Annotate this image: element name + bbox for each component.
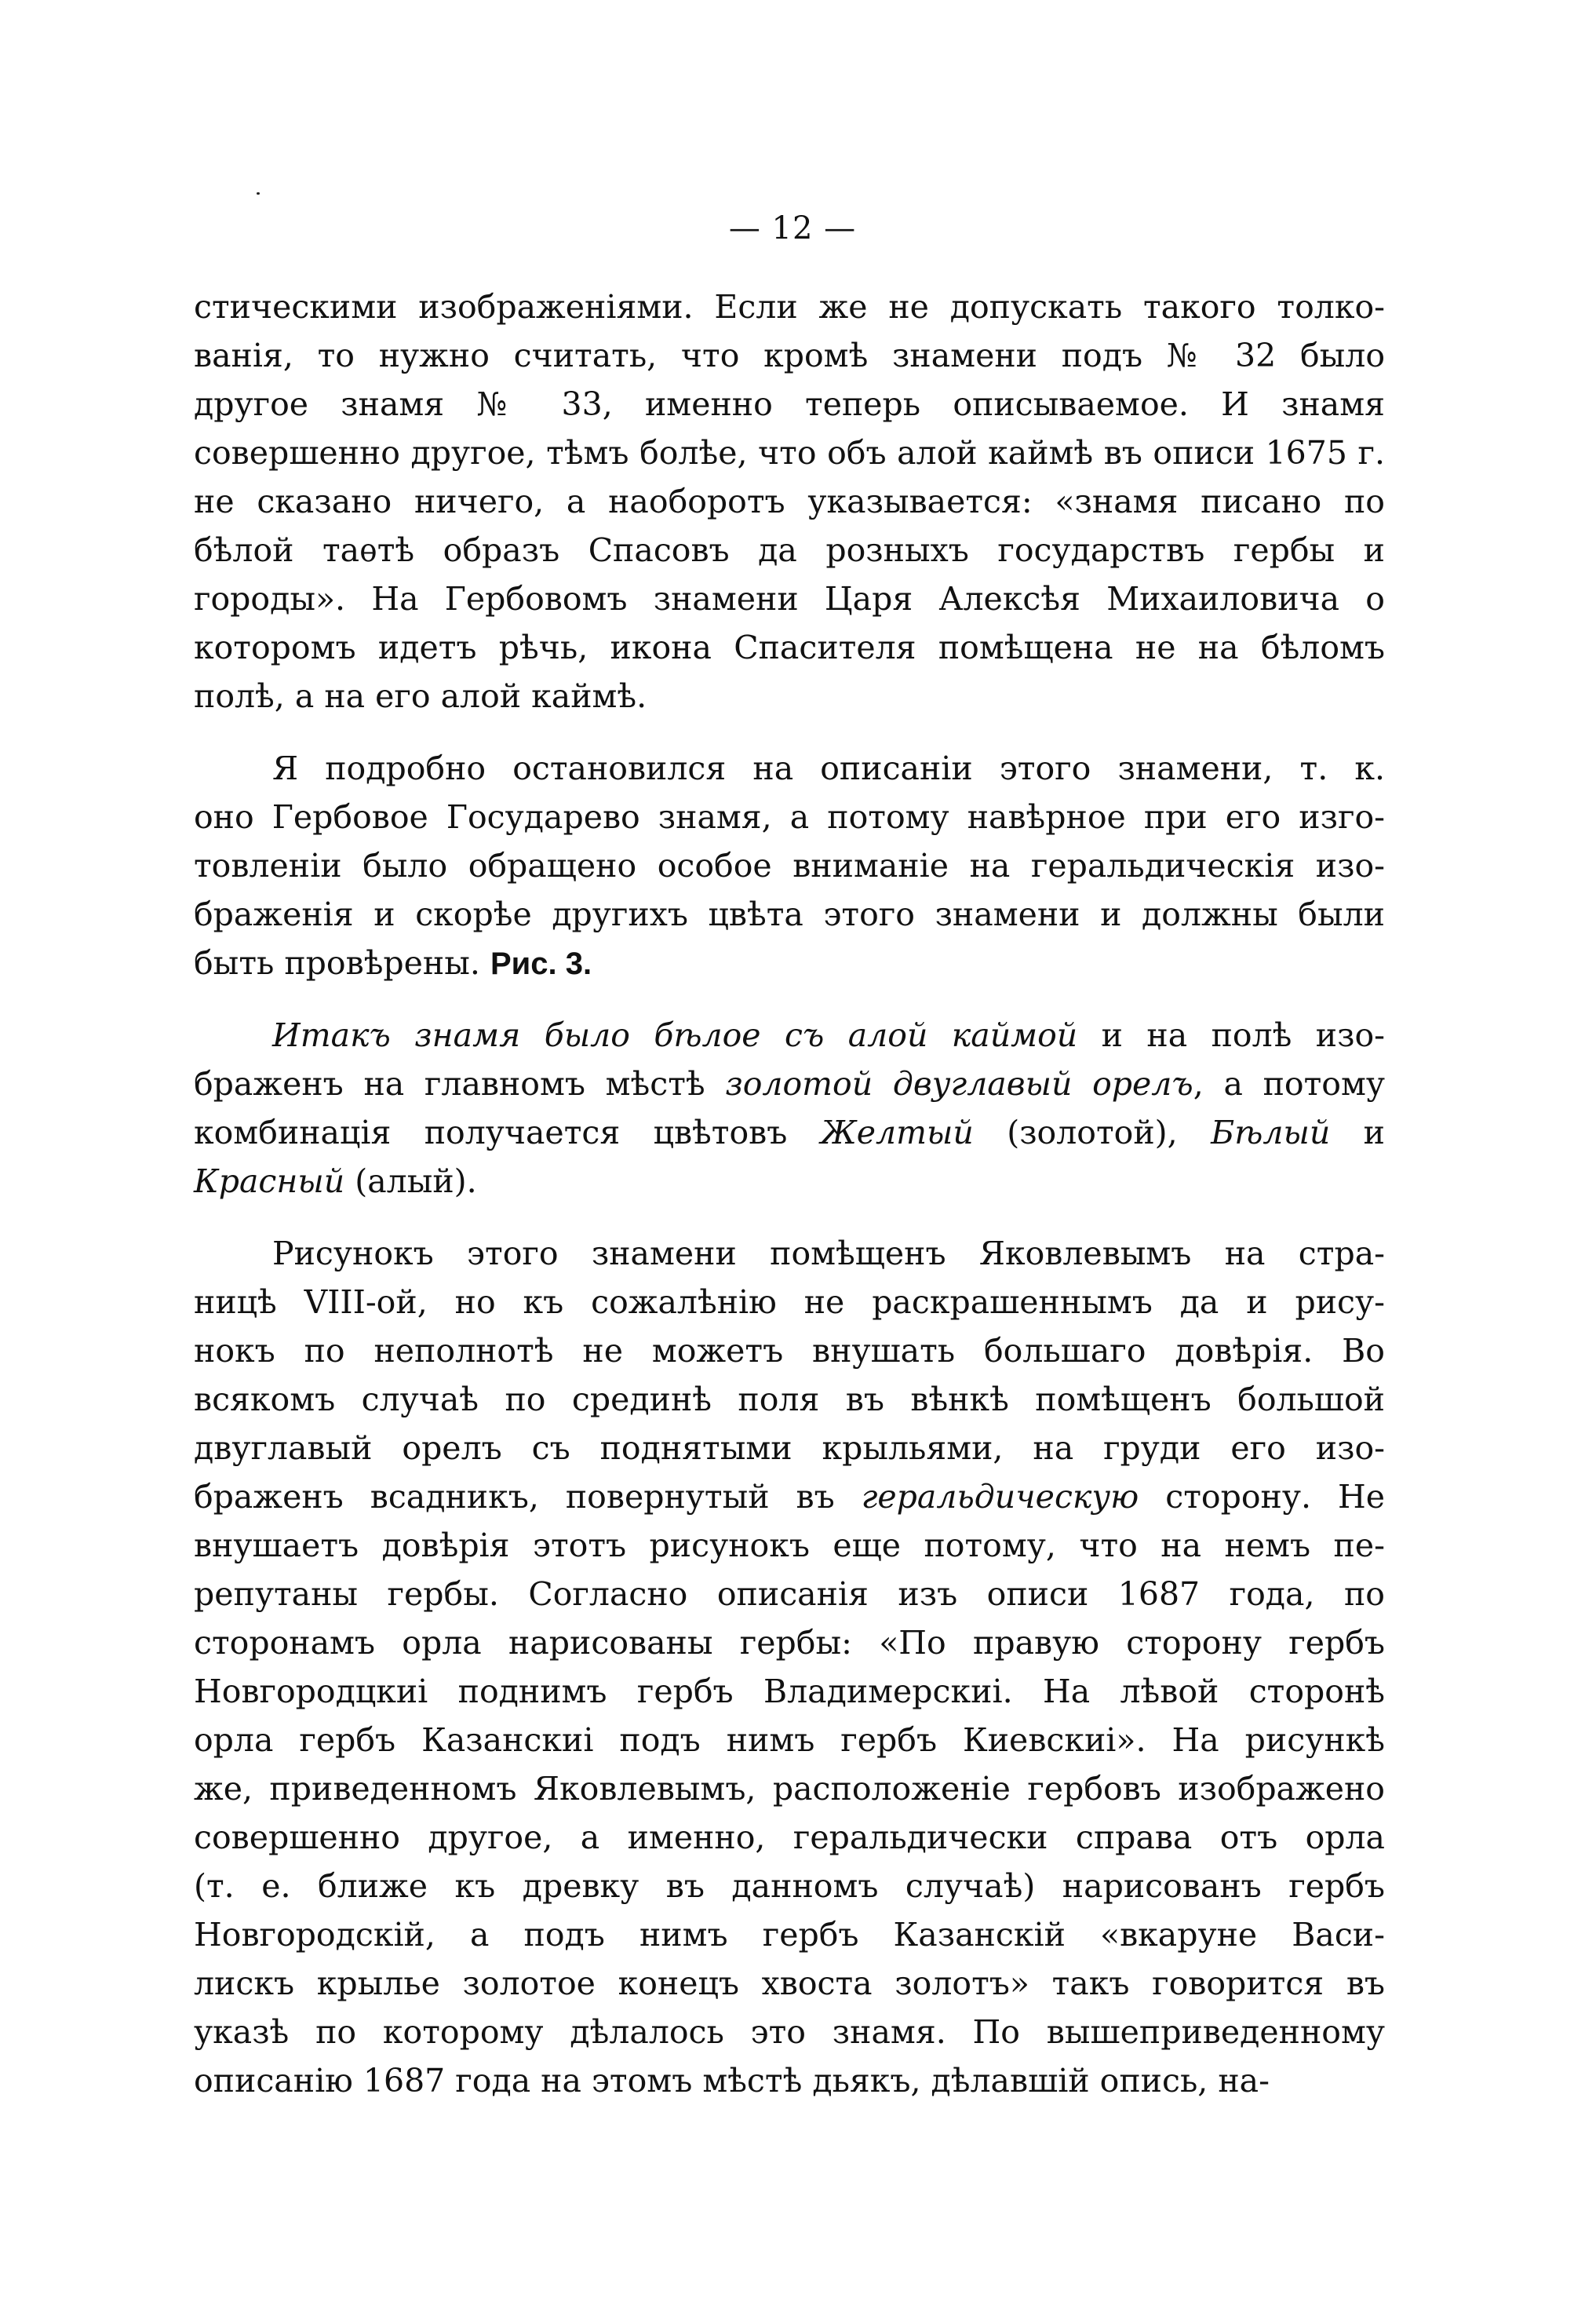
- text-line: [194, 429, 1385, 477]
- text-run: Новгородцкиі поднимъ гербъ Владимерскиі. На лѣвой сторонѣ: [194, 1673, 1385, 1710]
- text-line: [194, 672, 1385, 721]
- text-run: полѣ, а на его алой каймѣ.: [194, 677, 647, 715]
- text-run: лискъ крылье золотое конецъ хвоста золотъ» такъ говорится въ: [194, 1965, 1385, 2002]
- text-line: [194, 2008, 1385, 2056]
- text-run: оно Гербовое Государево знамя, а потому навѣрное при его изго-: [194, 798, 1385, 836]
- text-run: Я подробно остановился на описаніи этого знамени, т. к.: [272, 750, 1385, 787]
- text-line: [194, 477, 1385, 526]
- italic-text: Красный: [194, 1162, 345, 1200]
- page-number: — 12 —: [728, 210, 857, 246]
- text-line: [194, 1472, 1385, 1521]
- text-line: [194, 1716, 1385, 1764]
- text-line: [194, 1764, 1385, 1813]
- text-run: товленіи было обращено особое вниманіе на геральдическія изо-: [194, 847, 1385, 885]
- text-line: [194, 1959, 1385, 2008]
- text-line: [194, 1108, 1385, 1157]
- text-run: стическими изображеніями. Если же не допускать такого толко-: [194, 288, 1385, 326]
- text-run: совершенно другое, тѣмъ болѣе, что объ алой каймѣ въ описи 1675 г.: [194, 434, 1385, 472]
- text-run: описанію 1687 года на этомъ мѣстѣ дьякъ, дѣлавшій опись, на-: [194, 2062, 1270, 2100]
- text-line: [194, 841, 1385, 890]
- text-line: [194, 526, 1385, 575]
- text-run: браженія и скорѣе другихъ цвѣта этого знамени и должны были: [194, 896, 1385, 933]
- text-run: браженъ на главномъ мѣстѣ: [194, 1065, 726, 1103]
- text-line: [194, 1424, 1385, 1472]
- text-run: бѣлой таѳтѣ образъ Спасовъ да розныхъ государствъ гербы и: [194, 531, 1385, 569]
- text-line: [194, 1278, 1385, 1326]
- text-line: [194, 1618, 1385, 1667]
- figure-reference: Рис. 3.: [490, 947, 592, 981]
- scan-speck: [257, 192, 260, 195]
- text-run: репутаны гербы. Согласно описанія изъ описи 1687 года, по: [194, 1575, 1385, 1613]
- text-line: [194, 939, 1385, 987]
- text-line: [194, 1667, 1385, 1716]
- text-run: нокъ по неполнотѣ не можетъ внушать большаго довѣрія. Во: [194, 1332, 1385, 1370]
- text-run: ницѣ VIII-ой, но къ сожалѣнію не раскрашеннымъ да и рису-: [194, 1283, 1385, 1321]
- text-run: и на полѣ изо-: [1077, 1016, 1386, 1054]
- text-run: Рисунокъ этого знамени помѣщенъ Яковлевымъ на стра-: [272, 1235, 1385, 1272]
- text-line: [194, 1813, 1385, 1862]
- italic-text: геральдическую: [861, 1478, 1139, 1516]
- text-line: [194, 2056, 1385, 2105]
- text-line: [194, 331, 1385, 380]
- text-run: двуглавый орелъ съ поднятыми крыльями, на груди его изо-: [194, 1429, 1385, 1467]
- text-run: ванія, то нужно считать, что кромѣ знамени подъ № 32 было: [194, 337, 1385, 374]
- text-run: Новгородскій, а подъ нимъ гербъ Казанскій «вкаруне Васи-: [194, 1916, 1385, 1954]
- text-run: орла гербъ Казанскиі подъ нимъ гербъ Киевскиі». На рисункѣ: [194, 1721, 1385, 1759]
- text-line: [194, 793, 1385, 841]
- text-run: другое знамя № 33, именно теперь описываемое. И знамя: [194, 385, 1385, 423]
- text-line: [194, 1229, 1385, 1278]
- italic-text: золотой двуглавый орелъ: [725, 1065, 1193, 1103]
- text-run: (алый).: [344, 1162, 477, 1200]
- text-line: [194, 283, 1385, 331]
- text-line: [194, 1375, 1385, 1424]
- text-run: же, приведенномъ Яковлевымъ, расположеніе гербовъ изображено: [194, 1770, 1385, 1808]
- text-line: [194, 1521, 1385, 1570]
- text-run: (золотой),: [973, 1114, 1212, 1151]
- text-run: сторону. Не: [1139, 1478, 1386, 1516]
- text-run: внушаетъ довѣрія этотъ рисунокъ еще потому, что на немъ пе-: [194, 1527, 1385, 1564]
- text-run: и: [1330, 1114, 1386, 1151]
- text-line: [194, 1060, 1385, 1108]
- text-run: которомъ идетъ рѣчь, икона Спасителя помѣщена не на бѣломъ: [194, 629, 1385, 666]
- text-run: городы». На Гербовомъ знамени Царя Алексѣя Михаиловича о: [194, 580, 1385, 618]
- text-run: не сказано ничего, а наоборотъ указывается: «знамя писано по: [194, 483, 1385, 520]
- text-run: указѣ по которому дѣлалось это знамя. По вышеприведенному: [194, 2013, 1385, 2051]
- text-run: комбинація получается цвѣтовъ: [194, 1114, 821, 1151]
- text-run: быть провѣрены.: [194, 944, 490, 982]
- italic-text: Итакъ знамя было бѣлое съ алой каймой: [272, 1016, 1078, 1054]
- text-run: , а потому: [1193, 1065, 1385, 1103]
- text-run: сторонамъ орла нарисованы гербы: «По правую сторону гербъ: [194, 1624, 1385, 1662]
- text-line: [194, 1570, 1385, 1618]
- text-run: (т. е. ближе къ древку въ данномъ случаѣ) нарисованъ гербъ: [194, 1867, 1385, 1905]
- text-line: [194, 623, 1385, 672]
- text-line: [194, 890, 1385, 939]
- text-run: браженъ всадникъ, повернутый въ: [194, 1478, 862, 1516]
- text-line: [194, 1011, 1385, 1060]
- text-line: [194, 575, 1385, 623]
- text-line: [194, 1910, 1385, 1959]
- text-line: [194, 380, 1385, 429]
- italic-text: Желтый: [820, 1114, 974, 1151]
- text-line: [194, 1157, 1385, 1206]
- text-run: совершенно другое, а именно, геральдически справа отъ орла: [194, 1819, 1385, 1856]
- text-line: [194, 1326, 1385, 1375]
- italic-text: Бѣлый: [1211, 1114, 1331, 1151]
- text-line: [194, 1862, 1385, 1910]
- text-run: всякомъ случаѣ по срединѣ поля въ вѣнкѣ помѣщенъ большой: [194, 1381, 1385, 1418]
- text-line: [194, 744, 1385, 793]
